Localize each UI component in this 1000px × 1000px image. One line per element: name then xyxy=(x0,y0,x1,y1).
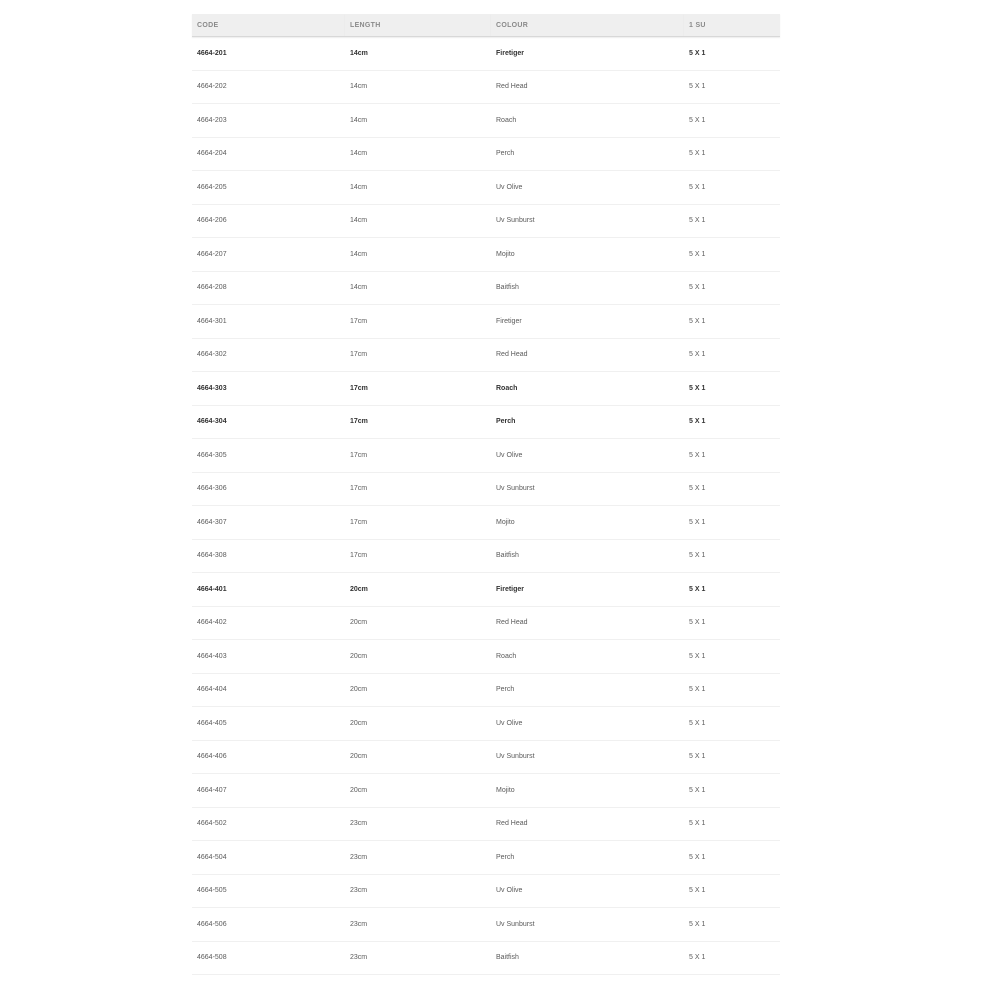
cell-colour: Red Head xyxy=(491,338,684,372)
cell-code: 4664-406 xyxy=(192,740,345,774)
table-row xyxy=(192,774,780,808)
table-row xyxy=(192,271,780,305)
table-row xyxy=(192,941,780,975)
cell-length: 14cm xyxy=(345,104,491,138)
cell-length: 17cm xyxy=(345,439,491,473)
cell-code: 4664-302 xyxy=(192,338,345,372)
cell-colour: Firetiger xyxy=(491,37,684,71)
table-row xyxy=(192,573,780,607)
column-header-length: LENGTH xyxy=(345,14,491,37)
cell-su: 5 X 1 xyxy=(684,573,780,607)
cell-length: 14cm xyxy=(345,137,491,171)
cell-length: 14cm xyxy=(345,70,491,104)
cell-su: 5 X 1 xyxy=(684,874,780,908)
cell-su: 5 X 1 xyxy=(684,841,780,875)
cell-colour: Uv Sunburst xyxy=(491,472,684,506)
product-spec-table xyxy=(192,14,780,975)
cell-su: 5 X 1 xyxy=(684,405,780,439)
cell-su: 5 X 1 xyxy=(684,640,780,674)
cell-su: 5 X 1 xyxy=(684,774,780,808)
cell-su: 5 X 1 xyxy=(684,37,780,71)
cell-length: 17cm xyxy=(345,472,491,506)
cell-length: 20cm xyxy=(345,606,491,640)
cell-length: 17cm xyxy=(345,506,491,540)
cell-colour: Mojito xyxy=(491,238,684,272)
cell-su: 5 X 1 xyxy=(684,807,780,841)
product-spec-table-container xyxy=(192,14,780,975)
cell-su: 5 X 1 xyxy=(684,941,780,975)
cell-su: 5 X 1 xyxy=(684,238,780,272)
cell-length: 23cm xyxy=(345,841,491,875)
cell-colour: Perch xyxy=(491,405,684,439)
cell-code: 4664-404 xyxy=(192,673,345,707)
cell-su: 5 X 1 xyxy=(684,204,780,238)
table-row xyxy=(192,472,780,506)
cell-code: 4664-306 xyxy=(192,472,345,506)
cell-length: 20cm xyxy=(345,707,491,741)
cell-length: 14cm xyxy=(345,271,491,305)
cell-length: 23cm xyxy=(345,874,491,908)
table-row xyxy=(192,104,780,138)
table-row xyxy=(192,405,780,439)
cell-length: 23cm xyxy=(345,941,491,975)
cell-colour: Mojito xyxy=(491,774,684,808)
table-row xyxy=(192,171,780,205)
table-row xyxy=(192,506,780,540)
cell-length: 20cm xyxy=(345,673,491,707)
table-row xyxy=(192,37,780,71)
cell-code: 4664-201 xyxy=(192,37,345,71)
cell-length: 14cm xyxy=(345,238,491,272)
cell-length: 23cm xyxy=(345,807,491,841)
cell-code: 4664-207 xyxy=(192,238,345,272)
cell-colour: Firetiger xyxy=(491,573,684,607)
table-row xyxy=(192,539,780,573)
cell-colour: Roach xyxy=(491,640,684,674)
cell-colour: Baitfish xyxy=(491,941,684,975)
cell-su: 5 X 1 xyxy=(684,606,780,640)
cell-length: 14cm xyxy=(345,37,491,71)
cell-su: 5 X 1 xyxy=(684,338,780,372)
cell-colour: Uv Olive xyxy=(491,171,684,205)
cell-su: 5 X 1 xyxy=(684,305,780,339)
cell-su: 5 X 1 xyxy=(684,372,780,406)
cell-code: 4664-403 xyxy=(192,640,345,674)
cell-code: 4664-407 xyxy=(192,774,345,808)
cell-code: 4664-301 xyxy=(192,305,345,339)
cell-colour: Baitfish xyxy=(491,271,684,305)
cell-code: 4664-208 xyxy=(192,271,345,305)
table-body xyxy=(192,37,780,975)
cell-su: 5 X 1 xyxy=(684,104,780,138)
cell-code: 4664-506 xyxy=(192,908,345,942)
column-header-su: 1 SU xyxy=(684,14,780,37)
table-header-row xyxy=(192,14,780,37)
cell-code: 4664-307 xyxy=(192,506,345,540)
cell-su: 5 X 1 xyxy=(684,271,780,305)
cell-code: 4664-205 xyxy=(192,171,345,205)
cell-su: 5 X 1 xyxy=(684,171,780,205)
table-row xyxy=(192,137,780,171)
column-header-code: CODE xyxy=(192,14,345,37)
cell-code: 4664-303 xyxy=(192,372,345,406)
cell-length: 20cm xyxy=(345,640,491,674)
table-row xyxy=(192,70,780,104)
cell-code: 4664-304 xyxy=(192,405,345,439)
cell-colour: Baitfish xyxy=(491,539,684,573)
cell-length: 17cm xyxy=(345,539,491,573)
cell-code: 4664-508 xyxy=(192,941,345,975)
table-row xyxy=(192,338,780,372)
table-row xyxy=(192,673,780,707)
cell-su: 5 X 1 xyxy=(684,439,780,473)
table-row xyxy=(192,606,780,640)
cell-length: 23cm xyxy=(345,908,491,942)
cell-code: 4664-505 xyxy=(192,874,345,908)
cell-code: 4664-204 xyxy=(192,137,345,171)
cell-su: 5 X 1 xyxy=(684,70,780,104)
table-header xyxy=(192,14,780,37)
cell-length: 17cm xyxy=(345,372,491,406)
cell-length: 17cm xyxy=(345,338,491,372)
cell-colour: Uv Sunburst xyxy=(491,908,684,942)
cell-colour: Roach xyxy=(491,104,684,138)
cell-colour: Uv Olive xyxy=(491,874,684,908)
cell-code: 4664-405 xyxy=(192,707,345,741)
cell-code: 4664-203 xyxy=(192,104,345,138)
table-row xyxy=(192,874,780,908)
cell-colour: Red Head xyxy=(491,70,684,104)
cell-code: 4664-305 xyxy=(192,439,345,473)
cell-code: 4664-402 xyxy=(192,606,345,640)
table-row xyxy=(192,740,780,774)
cell-code: 4664-202 xyxy=(192,70,345,104)
table-row xyxy=(192,439,780,473)
cell-su: 5 X 1 xyxy=(684,908,780,942)
table-row xyxy=(192,372,780,406)
cell-su: 5 X 1 xyxy=(684,707,780,741)
table-row xyxy=(192,707,780,741)
cell-colour: Mojito xyxy=(491,506,684,540)
cell-colour: Perch xyxy=(491,841,684,875)
cell-su: 5 X 1 xyxy=(684,539,780,573)
cell-length: 17cm xyxy=(345,305,491,339)
table-row xyxy=(192,908,780,942)
cell-code: 4664-502 xyxy=(192,807,345,841)
table-row xyxy=(192,204,780,238)
table-row xyxy=(192,640,780,674)
cell-length: 14cm xyxy=(345,171,491,205)
table-row xyxy=(192,238,780,272)
cell-length: 20cm xyxy=(345,573,491,607)
cell-colour: Roach xyxy=(491,372,684,406)
cell-length: 14cm xyxy=(345,204,491,238)
cell-colour: Uv Olive xyxy=(491,439,684,473)
cell-colour: Red Head xyxy=(491,807,684,841)
cell-length: 17cm xyxy=(345,405,491,439)
cell-length: 20cm xyxy=(345,740,491,774)
cell-colour: Red Head xyxy=(491,606,684,640)
cell-su: 5 X 1 xyxy=(684,673,780,707)
cell-su: 5 X 1 xyxy=(684,137,780,171)
cell-code: 4664-206 xyxy=(192,204,345,238)
cell-colour: Uv Sunburst xyxy=(491,204,684,238)
cell-colour: Uv Sunburst xyxy=(491,740,684,774)
cell-code: 4664-504 xyxy=(192,841,345,875)
cell-colour: Perch xyxy=(491,673,684,707)
table-row xyxy=(192,305,780,339)
table-row xyxy=(192,807,780,841)
cell-su: 5 X 1 xyxy=(684,506,780,540)
cell-colour: Perch xyxy=(491,137,684,171)
cell-colour: Uv Olive xyxy=(491,707,684,741)
cell-su: 5 X 1 xyxy=(684,472,780,506)
cell-code: 4664-401 xyxy=(192,573,345,607)
column-header-colour: COLOUR xyxy=(491,14,684,37)
table-row xyxy=(192,841,780,875)
cell-colour: Firetiger xyxy=(491,305,684,339)
cell-length: 20cm xyxy=(345,774,491,808)
cell-su: 5 X 1 xyxy=(684,740,780,774)
cell-code: 4664-308 xyxy=(192,539,345,573)
